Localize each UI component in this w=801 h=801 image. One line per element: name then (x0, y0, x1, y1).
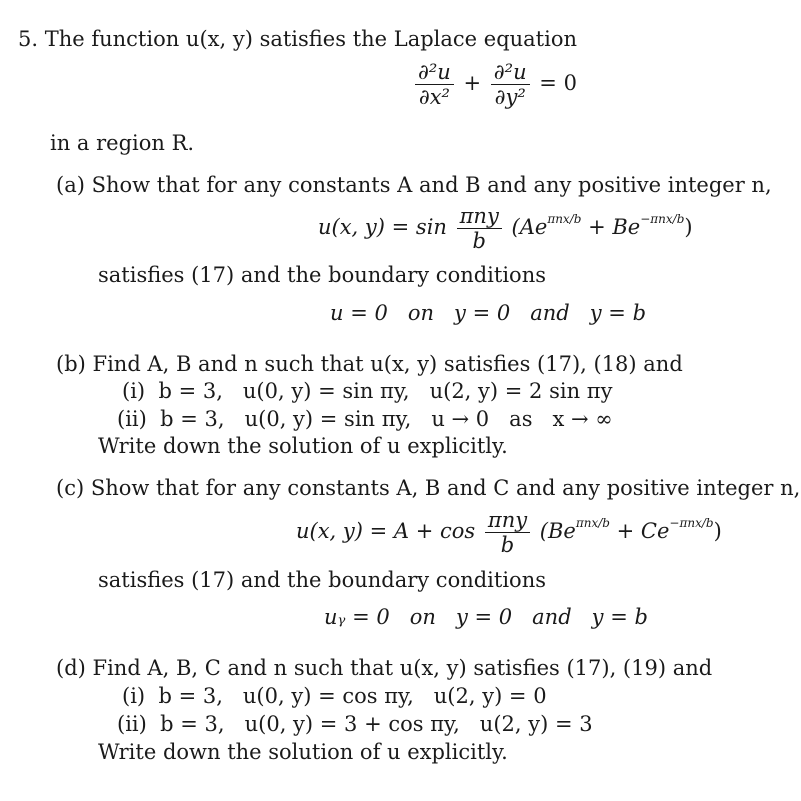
laplace-frac-y (491, 60, 530, 109)
part-c-equation (296, 508, 722, 557)
part-a-exp1: πnx/b (547, 212, 582, 226)
part-a-paren-open: (Ae (511, 215, 548, 239)
part-a-exp2: −πnx/b (640, 212, 685, 226)
part-d-prompt: (d) Find A, B, C and n such that u(x, y) satisfies (17), (19) and (56, 656, 713, 680)
laplace-den-y: ∂y² (494, 85, 526, 109)
part-a-frac-den: b (472, 229, 486, 253)
part-c-eq-lhs: u(x, y) = A + cos (296, 519, 476, 543)
part-c-fraction (485, 508, 530, 557)
part-b-prompt: (b) Find A, B and n such that u(x, y) satisfies (17), (18) and (56, 352, 683, 376)
laplace-frac-x (415, 60, 454, 109)
part-b-item-ii: (ii) b = 3, u(0, y) = sin πy, u → 0 as x → ∞ (117, 407, 613, 431)
laplace-rhs: = 0 (539, 71, 577, 95)
laplace-num-y: ∂²u (491, 60, 530, 85)
part-a-equation (318, 204, 693, 253)
part-b-item-i: (i) b = 3, u(0, y) = sin πy, u(2, y) = 2 sin πy (122, 379, 613, 403)
laplace-num-x: ∂²u (415, 60, 454, 85)
part-d-write: Write down the solution of u explicitly. (98, 740, 508, 764)
part-c-prompt: (c) Show that for any constants A, B and C and any positive integer n, (56, 476, 801, 500)
part-d-item-ii: (ii) b = 3, u(0, y) = 3 + cos πy, u(2, y) = 3 (117, 712, 593, 736)
part-c-paren-open: (Be (539, 519, 576, 543)
part-a-paren-close: ) (684, 215, 693, 239)
region-text: in a region R. (50, 131, 195, 155)
part-c-satisfies: satisfies (17) and the boundary conditions (98, 568, 546, 592)
part-c-plus-term: + Ce (609, 519, 670, 543)
part-d-item-i: (i) b = 3, u(0, y) = cos πy, u(2, y) = 0 (122, 684, 547, 708)
part-a-boundary: u = 0 on y = 0 and y = b (330, 301, 647, 325)
part-a-fraction (457, 204, 502, 253)
part-c-exp2: −πnx/b (669, 516, 714, 530)
part-a-satisfies: satisfies (17) and the boundary conditions (98, 263, 546, 287)
part-a-frac-num: πny (457, 204, 502, 229)
part-c-exp1: πnx/b (575, 516, 610, 530)
part-a-plus-term: + Be (581, 215, 641, 239)
part-c-frac-den: b (500, 533, 515, 557)
part-a-eq-lhs: u(x, y) = sin (318, 215, 447, 239)
part-c-boundary: uᵧ = 0 on y = 0 and y = b (324, 605, 648, 629)
problem-intro: 5. The function u(x, y) satisfies the Laplace equation (18, 27, 578, 51)
part-c-paren-close: ) (713, 519, 722, 543)
part-c-frac-num: πny (485, 508, 530, 533)
laplace-equation (412, 60, 577, 109)
laplace-den-x: ∂x² (418, 85, 450, 109)
part-a-prompt: (a) Show that for any constants A and B and any positive integer n, (56, 173, 772, 197)
part-b-write: Write down the solution of u explicitly. (98, 434, 508, 458)
laplace-plus: + (463, 71, 482, 95)
